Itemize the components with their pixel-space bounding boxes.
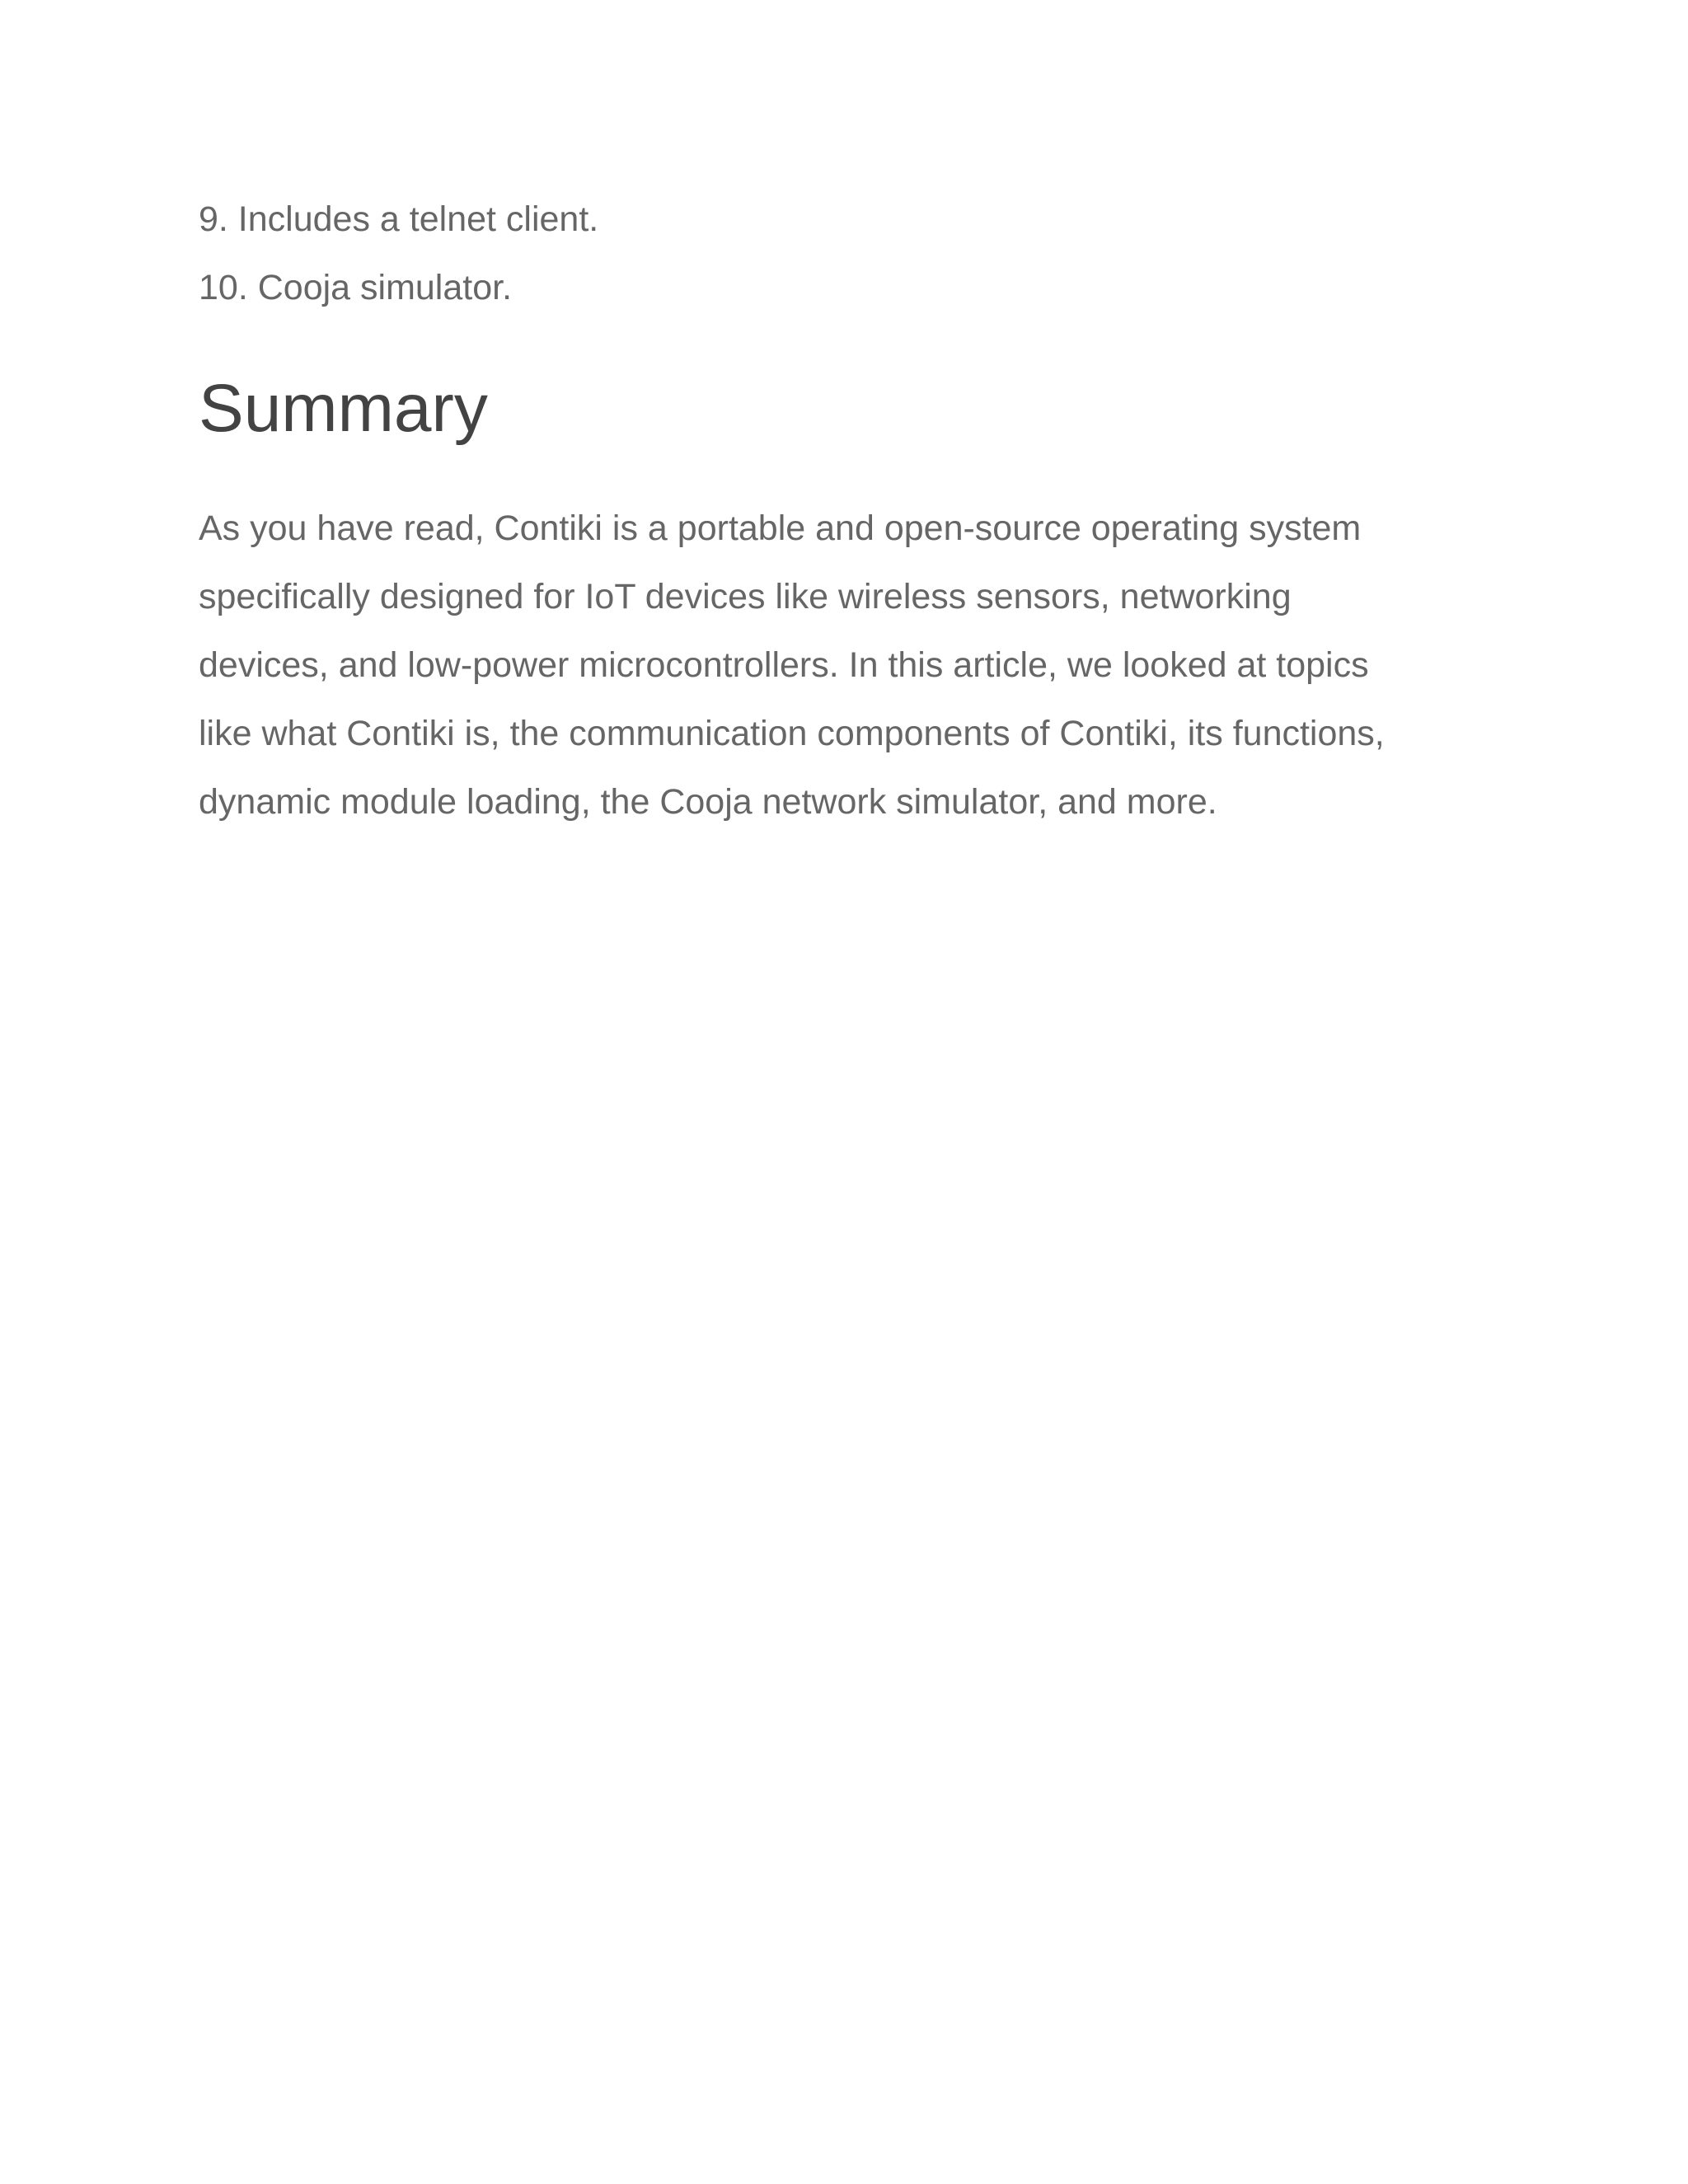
section-heading: Summary	[199, 371, 488, 446]
list-item: 10. Cooja simulator.	[199, 268, 513, 307]
summary-paragraph	[199, 494, 1517, 837]
paragraph-line: devices, and low-power microcontrollers. In this article, we looked at topics	[199, 645, 1369, 685]
document-page	[199, 0, 1517, 2184]
paragraph-line: As you have read, Contiki is a portable and open-source operating system	[199, 509, 1362, 548]
list-item: 9. Includes a telnet client.	[199, 199, 599, 239]
paragraph-line: specifically designed for IoT devices like wireless sensors, networking	[199, 577, 1292, 616]
paragraph-line: dynamic module loading, the Cooja network simulator, and more.	[199, 782, 1217, 822]
paragraph-line: like what Contiki is, the communication components of Contiki, its functions,	[199, 714, 1385, 753]
